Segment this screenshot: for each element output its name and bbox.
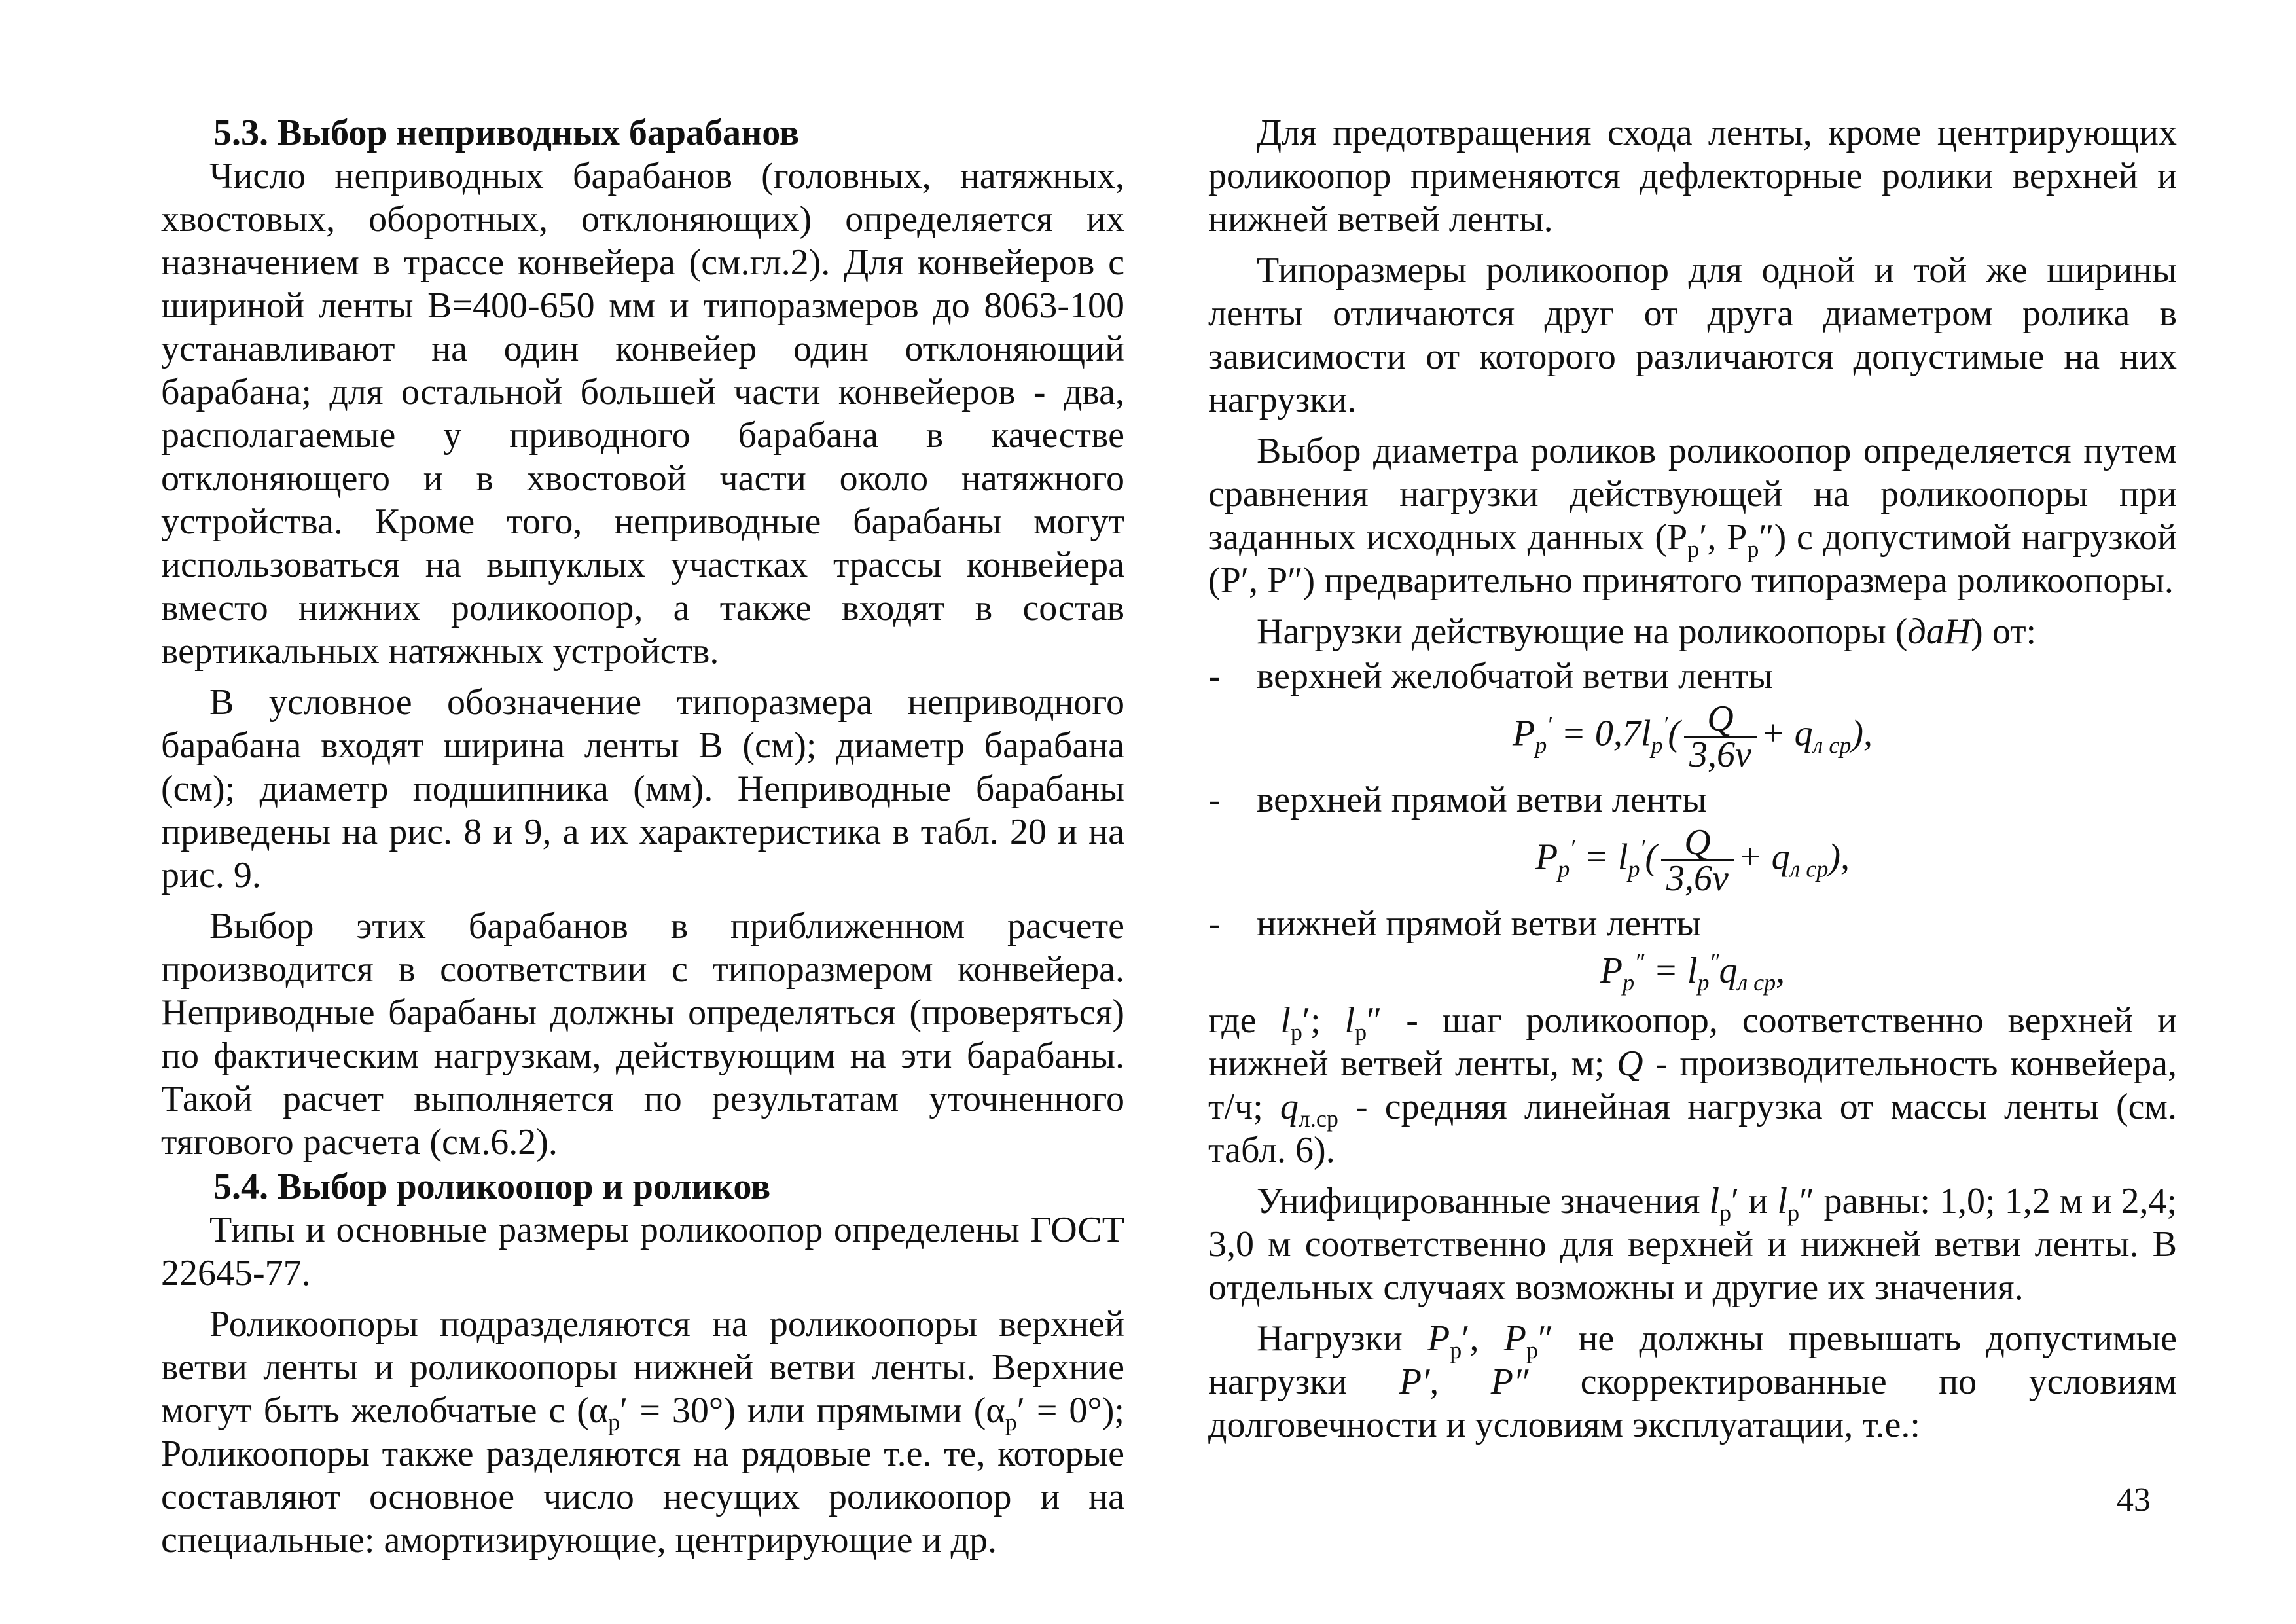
right-paragraph-3: Выбор диаметра роликов роликоопор определяется путем сравнения нагрузки действующей на роликоопоры при заданных исходных данных ($P_p'$, $P_p''$) с допустимой нагрузкой (P′, P″) предварительно принятого типоразмера роликоопоры.: [1208, 431, 2178, 601]
section-5-4-heading: 5.4. Выбор роликоопор и роликов: [213, 1166, 771, 1207]
section-5-4-paragraph-2: Роликоопоры подразделяются на роликоопоры верхней ветви ленты и роликоопоры нижней ветви ленты. Верхние могут быть желобчатые с $(\alpha_р' = 30^\circ)$ или прямыми $(\alpha_р' = 0^\circ)$; Роликоопоры также разделяются на рядовые т.е. те, которые составляют основное число несущих роликоопор и на специальные: амортизирующие, центрирующие и др.: [161, 1304, 1124, 1561]
formula-lower-straight: $P_p'' = l_p''q_{л ср}$,: [1600, 948, 1785, 996]
formula-upper-straight: $P_p' = l_p'$( $\frac{Q}{3,6v}$ + $q_{л ср}$),: [1535, 822, 1850, 899]
page-number: 43: [2117, 1481, 2151, 1519]
section-5-3-paragraph-3: Выбор этих барабанов в приближенном расчете производится в соответствии с типоразмером конвейера. Неприводные барабаны должны определяться (проверяться) по фактическим нагрузкам, действующим на эти барабаны. Такой расчет выполняется по результатам уточненного тягового расчета (см.6.2).: [161, 906, 1124, 1163]
section-5-3-heading: 5.3. Выбор неприводных барабанов: [213, 113, 800, 153]
list-item-upper-straight: - верхней прямой ветви ленты: [1208, 780, 1707, 820]
formula-upper-troughed: $P_p' = 0,7l_p'$( $\frac{Q}{3,6v}$ + $q_{л ср}$),: [1513, 698, 1873, 775]
list-item-lower-straight: - нижней прямой ветви ленты: [1208, 903, 1702, 944]
section-5-3-paragraph-1: Число неприводных барабанов (головных, натяжных, хвостовых, оборотных, отклоняющих) определяется их назначением в трассе конвейера (см.гл.2). Для конвейеров с шириной ленты В=400-650 мм и типоразмеров до 8063-100 устанавливают на один конвейер один отклоняющий барабана; для остальной большей части конвейеров - два, располагаемые у приводного барабана в качестве отклоняющего и в хвостовой части около натяжного устройства. Кроме того, неприводные барабаны могут использоваться на выпуклых участках трассы конвейера вместо нижних роликоопор, а также входят в состав вертикальных натяжных устройств.: [161, 156, 1124, 672]
left-column: [161, 111, 1124, 1570]
right-column: [1208, 111, 2177, 1454]
right-paragraph-1: Для предотвращения схода ленты, кроме центрирующих роликоопор применяются дефлекторные ролики верхней и нижней ветвей ленты.: [1208, 113, 2177, 240]
right-paragraph-5: где $l_p'$; $l_p''$ - шаг роликоопор, соответственно верхней и нижней ветвей ленты, м; Q - производительность конвейера, т/ч; $q_{л.ср}$ - средняя линейная нагрузка от массы ленты (см. табл. 6).: [1208, 1000, 2178, 1170]
right-paragraph-7: Нагрузки $P_p'$, $P_p''$ не должны превышать допустимые нагрузки P′, P″ скорректированные по условиям долговечности и условиям эксплуатации, т.е.:: [1208, 1318, 2177, 1445]
right-paragraph-4: Нагрузки действующие на роликоопоры (даН) от:: [1257, 611, 2037, 652]
section-5-3-paragraph-2: В условное обозначение типоразмера неприводного барабана входят ширина ленты В (см); диаметр барабана (см); диаметр подшипника (мм). Неприводные барабаны приведены на рис. 8 и 9, а их характеристика в табл. 20 и на рис. 9.: [161, 682, 1124, 895]
section-5-4-paragraph-1: Типы и основные размеры роликоопор определены ГОСТ 22645-77.: [161, 1210, 1124, 1293]
list-item-upper-troughed: - верхней желобчатой ветви ленты: [1208, 656, 1773, 696]
right-paragraph-2: Типоразмеры роликоопор для одной и той же ширины ленты отличаются друг от друга диаметром ролика в зависимости от которого различаются допустимые на них нагрузки.: [1208, 250, 2177, 420]
right-paragraph-6: Унифицированные значения $l_p'$ и $l_p''$ равны: 1,0; 1,2 м и 2,4; 3,0 м соответственно для верхней и нижней ветви ленты. В отдельных случаях возможны и другие их значения.: [1208, 1181, 2178, 1308]
